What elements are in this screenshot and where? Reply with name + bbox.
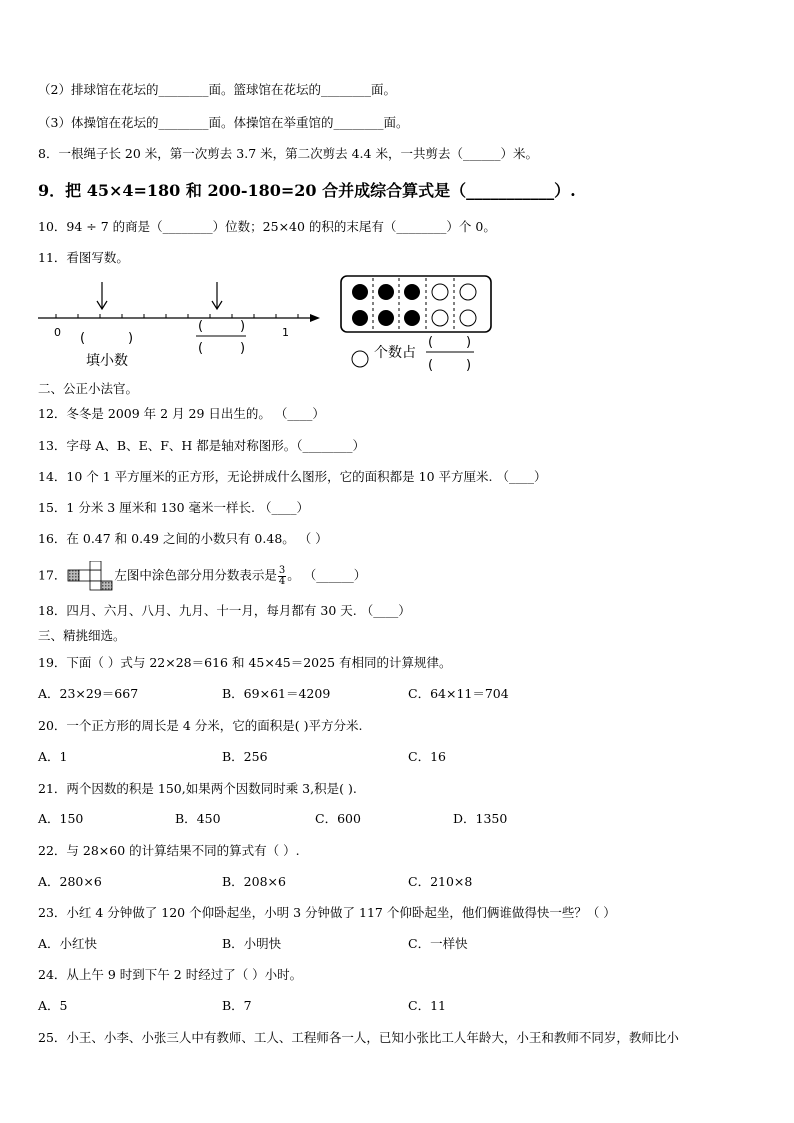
- number-line-ticks: [56, 314, 298, 318]
- count-blank-num-close: ): [466, 335, 472, 350]
- count-blank-num-open: (: [428, 335, 434, 350]
- q23: 23．小红 4 分钟做了 120 个仰卧起坐，小明 3 分钟做了 117 个仰卧起坐，他们俩谁做得快一些？（ ）: [38, 905, 616, 920]
- q13: 13．字母 A、B、E、F、H 都是轴对称图形。（________）: [38, 438, 366, 453]
- q23-option-c[interactable]: C．一样快: [408, 936, 468, 951]
- q7-part3: （3）体操馆在花坛的________面。体操馆在举重馆的________面。: [38, 115, 409, 130]
- q22: 22．与 28×60 的计算结果不同的算式有（ ）.: [38, 843, 300, 858]
- q11-figure: [30, 272, 500, 377]
- q15: 15．1 分米 3 厘米和 130 毫米一样长. （____）: [38, 500, 309, 515]
- tick-label-one: 1: [282, 326, 289, 339]
- q24: 24．从上午 9 时到下午 2 时经过了（ ）小时。: [38, 967, 303, 982]
- q22-option-a[interactable]: A．280×6: [38, 874, 102, 889]
- q8: 8．一根绳子长 20 米，第一次剪去 3.7 米，第二次剪去 4.4 米，一共剪去（______）米。: [38, 146, 538, 161]
- q17-shape: [66, 561, 114, 591]
- q25: 25．小王、小李、小张三人中有教师、工人、工程师各一人，已知小张比工人年龄大，小王和教师不同岁，教师比小: [38, 1030, 679, 1045]
- q17-text: 左图中涂色部分用分数表示是: [114, 567, 277, 583]
- q23-option-b[interactable]: B．小明快: [222, 936, 282, 951]
- count-blank-den-open: (: [428, 358, 434, 373]
- q19: 19．下面（ ）式与 22×28＝616 和 45×45＝2025 有相同的计算规律。: [38, 655, 452, 670]
- tick-label-zero: 0: [54, 326, 61, 339]
- fraction-blank-num-close: ): [240, 319, 246, 334]
- q21-option-d[interactable]: D．1350: [453, 811, 508, 826]
- q17-fraction-numerator: 3: [278, 564, 286, 576]
- q20-option-c[interactable]: C．16: [408, 749, 446, 764]
- filled-dots: [352, 284, 420, 326]
- q17-fraction-denominator: 4: [278, 575, 286, 587]
- q21-option-b[interactable]: B．450: [175, 811, 221, 826]
- q12: 12．冬冬是 2009 年 2 月 29 日出生的。 （____）: [38, 406, 325, 421]
- caption-decimal: 填小数: [86, 353, 128, 369]
- q10: 10．94 ÷ 7 的商是（________）位数；25×40 的积的末尾有（________）个 0。: [38, 219, 496, 234]
- q17-end: 。 （______）: [287, 567, 367, 583]
- q20: 20．一个正方形的周长是 4 分米，它的面积是( )平方分米.: [38, 718, 363, 733]
- fraction-blank-den-close: ): [240, 341, 246, 356]
- section-3-title: 三、精挑细选。: [38, 628, 126, 643]
- q19-option-b[interactable]: B．69×61＝4209: [222, 686, 331, 701]
- q9: 9．把 45×4=180 和 200-180=20 合并成综合算式是（___________）.: [38, 181, 576, 200]
- decimal-blank-close: ): [128, 331, 134, 346]
- section-2-title: 二、公正小法官。: [38, 381, 139, 396]
- q23-option-a[interactable]: A．小红快: [38, 936, 98, 951]
- q20-option-b[interactable]: B．256: [222, 749, 268, 764]
- q24-option-a[interactable]: A．5: [38, 998, 68, 1013]
- q24-option-b[interactable]: B．7: [222, 998, 252, 1013]
- count-blank-den-close: ): [466, 358, 472, 373]
- q14: 14．10 个 1 平方厘米的正方形，无论拼成什么图形，它的面积都是 10 平方厘米. （____）: [38, 469, 547, 484]
- caption-count: 个数占: [374, 345, 416, 361]
- fraction-blank-den-open: (: [198, 341, 204, 356]
- fraction-blank-num-open: (: [198, 319, 204, 334]
- q22-option-b[interactable]: B．208×6: [222, 874, 286, 889]
- q22-option-c[interactable]: C．210×8: [408, 874, 473, 889]
- q17: [38, 561, 366, 591]
- q7-part2: （2）排球馆在花坛的________面。篮球馆在花坛的________面。: [38, 82, 396, 97]
- q16: 16．在 0.47 和 0.49 之间的小数只有 0.48。 （ ）: [38, 531, 328, 546]
- q20-option-a[interactable]: A．1: [38, 749, 68, 764]
- number-line-arrowhead: [310, 314, 320, 322]
- q17-fraction: [278, 566, 286, 587]
- down-arrow-icon: [212, 282, 222, 309]
- q24-option-c[interactable]: C．11: [408, 998, 446, 1013]
- down-arrow-icon: [97, 282, 107, 309]
- empty-circle-icon: [352, 351, 368, 367]
- q21-option-a[interactable]: A．150: [38, 811, 84, 826]
- decimal-blank-open: (: [80, 331, 86, 346]
- q19-option-a[interactable]: A．23×29＝667: [38, 686, 139, 701]
- q17-number: 17．: [38, 567, 67, 583]
- q19-option-c[interactable]: C．64×11＝704: [408, 686, 509, 701]
- q18: 18．四月、六月、八月、九月、十一月，每月都有 30 天. （____）: [38, 603, 411, 618]
- q21: 21．两个因数的积是 150,如果两个因数同时乘 3,积是( ).: [38, 781, 357, 796]
- q11: 11．看图写数。: [38, 250, 129, 265]
- q21-option-c[interactable]: C．600: [315, 811, 361, 826]
